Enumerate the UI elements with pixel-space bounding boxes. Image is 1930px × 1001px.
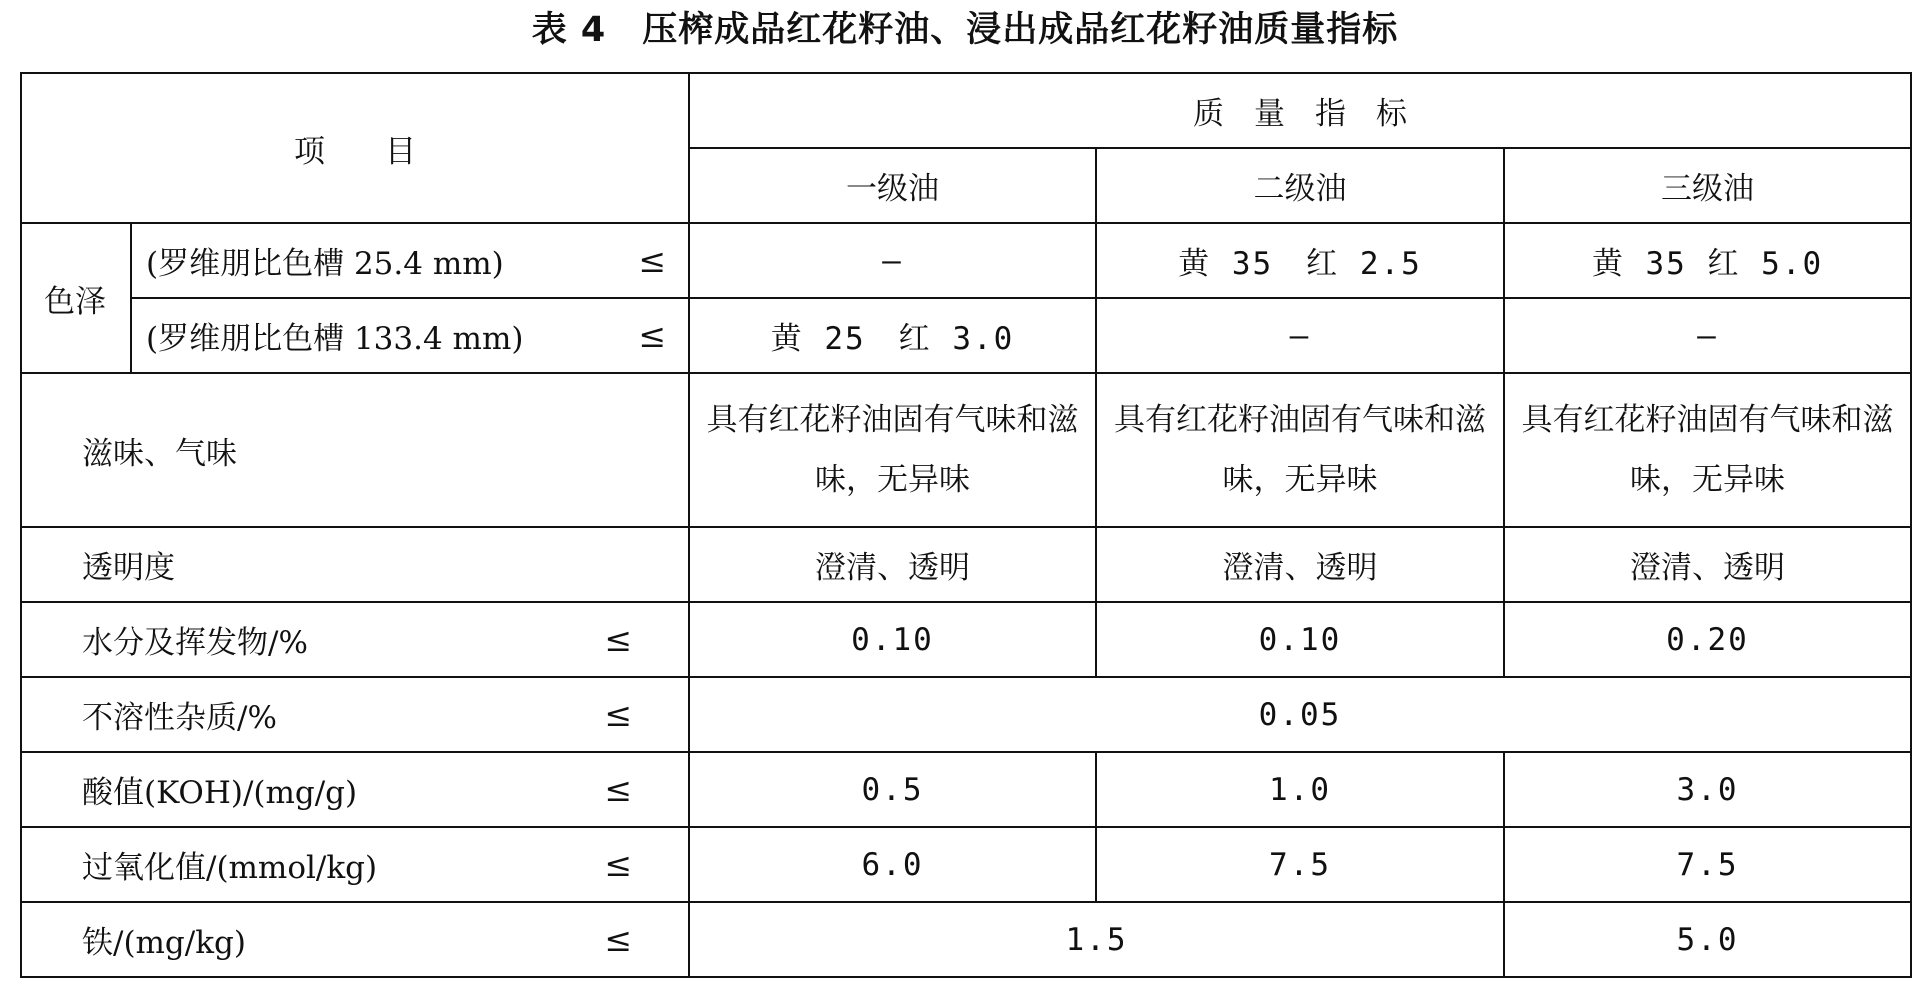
moisture-grade3: 0.20 <box>1504 602 1911 677</box>
moisture-label-cell <box>21 602 689 677</box>
peroxide-grade3: 7.5 <box>1504 827 1911 902</box>
table-row <box>21 527 1911 602</box>
clarity-label: 透明度 <box>21 527 689 602</box>
color-row1-grade1: — <box>689 223 1096 298</box>
header-grade2: 二级油 <box>1096 148 1504 223</box>
peroxide-grade2: 7.5 <box>1096 827 1504 902</box>
header-quality-label: 质量指标 <box>1193 96 1437 132</box>
moisture-grade1: 0.10 <box>689 602 1096 677</box>
clarity-grade3: 澄清、透明 <box>1504 527 1911 602</box>
acid-grade3: 3.0 <box>1504 752 1911 827</box>
leq-symbol: ≤ <box>604 695 632 734</box>
iron-grade3: 5.0 <box>1504 902 1911 977</box>
table-row <box>21 677 1911 752</box>
iron-grade1-2: 1.5 <box>689 902 1504 977</box>
clarity-grade2: 澄清、透明 <box>1096 527 1504 602</box>
moisture-label: 水分及挥发物/% <box>82 625 308 661</box>
leq-symbol: ≤ <box>604 920 632 959</box>
header-item-cell <box>21 73 689 223</box>
leq-symbol: ≤ <box>604 845 632 884</box>
table-row <box>21 373 1911 527</box>
color-row2-grade1: 黄 25 红 3.0 <box>689 298 1096 373</box>
moisture-grade2: 0.10 <box>1096 602 1504 677</box>
taste-grade2: 具有红花籽油固有气味和滋味，无异味 <box>1096 373 1504 527</box>
table-row <box>21 902 1911 977</box>
color-row1-grade3: 黄 35 红 5.0 <box>1504 223 1911 298</box>
insoluble-all-grades: 0.05 <box>689 677 1911 752</box>
leq-symbol: ≤ <box>604 620 632 659</box>
leq-symbol: ≤ <box>638 241 666 280</box>
color-row2-label: (罗维朋比色槽 133.4 mm) <box>146 321 524 357</box>
acid-grade2: 1.0 <box>1096 752 1504 827</box>
acid-label-cell <box>21 752 689 827</box>
taste-grade1: 具有红花籽油固有气味和滋味，无异味 <box>689 373 1096 527</box>
peroxide-label-cell <box>21 827 689 902</box>
header-quality-cell <box>689 73 1911 148</box>
color-row2-label-cell <box>131 298 689 373</box>
quality-spec-table <box>20 72 1912 978</box>
leq-symbol: ≤ <box>638 316 666 355</box>
color-row2-grade2: — <box>1096 298 1504 373</box>
table-row <box>21 298 1911 373</box>
taste-grade3: 具有红花籽油固有气味和滋味，无异味 <box>1504 373 1911 527</box>
table-row <box>21 223 1911 298</box>
header-grade3: 三级油 <box>1504 148 1911 223</box>
leq-symbol: ≤ <box>604 770 632 809</box>
taste-label: 滋味、气味 <box>21 373 689 527</box>
iron-label: 铁/(mg/kg) <box>82 925 246 961</box>
acid-label: 酸值(KOH)/(mg/g) <box>82 775 358 811</box>
header-row-1 <box>21 73 1911 148</box>
table-row <box>21 752 1911 827</box>
clarity-grade1: 澄清、透明 <box>689 527 1096 602</box>
table-caption: 表 4 压榨成品红花籽油、浸出成品红花籽油质量指标 <box>531 10 1399 50</box>
insoluble-label-cell <box>21 677 689 752</box>
color-row1-label: (罗维朋比色槽 25.4 mm) <box>146 246 504 282</box>
peroxide-grade1: 6.0 <box>689 827 1096 902</box>
acid-grade1: 0.5 <box>689 752 1096 827</box>
color-label: 色泽 <box>21 223 131 373</box>
color-row1-label-cell <box>131 223 689 298</box>
insoluble-label: 不溶性杂质/% <box>82 700 277 736</box>
table-row <box>21 827 1911 902</box>
peroxide-label: 过氧化值/(mmol/kg) <box>82 850 378 886</box>
header-item-label: 项目 <box>294 133 476 170</box>
table-row <box>21 602 1911 677</box>
header-grade1: 一级油 <box>689 148 1096 223</box>
iron-label-cell <box>21 902 689 977</box>
color-row1-grade2: 黄 35 红 2.5 <box>1096 223 1504 298</box>
color-row2-grade3: — <box>1504 298 1911 373</box>
